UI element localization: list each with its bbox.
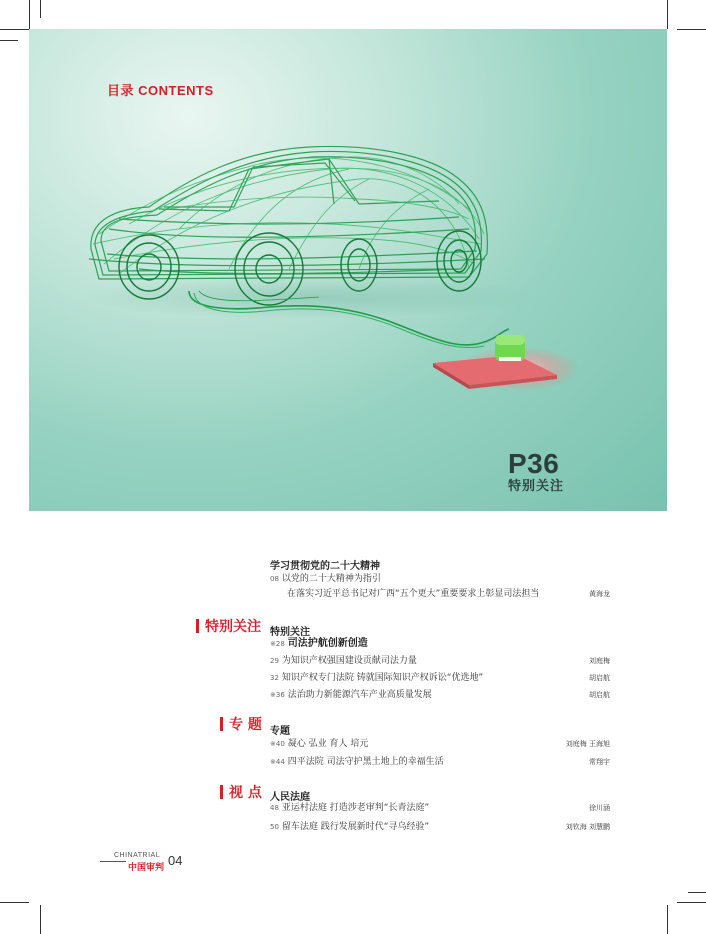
- section-heading: 专题: [270, 726, 290, 737]
- toc-item[interactable]: [270, 587, 610, 601]
- section-heading: 学习贯彻党的二十大精神: [270, 561, 380, 572]
- toc-item-page: 50: [270, 823, 279, 831]
- toc-item[interactable]: [270, 654, 610, 668]
- toc-item-author: 胡启航: [589, 691, 610, 699]
- toc-item-page: ※36: [270, 691, 285, 699]
- toc-item[interactable]: [270, 572, 610, 586]
- toc-item-author: 刘庭梅 王海旭: [565, 740, 610, 748]
- toc-item-title: 知识产权专门法院 铸就国际知识产权诉讼“优选地”: [281, 673, 484, 683]
- footer-rule: [100, 861, 126, 862]
- toc-item[interactable]: [270, 737, 610, 751]
- toc-item-page: 08: [270, 575, 279, 583]
- section-label: [196, 618, 261, 636]
- footer-brand-cn: 中国审判: [128, 863, 165, 873]
- toc-item[interactable]: [270, 801, 610, 815]
- toc-item[interactable]: [270, 637, 610, 651]
- section-label-text: 视 点: [229, 785, 262, 801]
- toc-item-title: 司法护航创新创造: [287, 638, 368, 649]
- footer-brand-en: CHINATRIAL: [114, 852, 161, 859]
- toc-item-title: 凝心 弘业 育人 培元: [287, 739, 369, 749]
- toc-item-author: 常翔宇: [589, 758, 610, 766]
- toc-item-title: 四平法院 司法守护黑土地上的幸福生活: [287, 757, 444, 767]
- cover-feature-label: 特别关注: [508, 479, 565, 494]
- toc-item-author: 徐川涵: [589, 804, 610, 812]
- toc-item-page: ※28: [270, 640, 285, 648]
- toc-item-title: 为知识产权强国建设贡献司法力量: [281, 656, 417, 666]
- toc-item-author: 黄海龙: [589, 590, 610, 598]
- toc-item-title: 亚运村法庭 打造涉老审判“长青法庭”: [281, 803, 430, 813]
- toc-item[interactable]: [270, 755, 610, 769]
- toc-item-title: 以党的二十大精神为指引: [281, 574, 381, 584]
- section-label-text: 特别关注: [205, 619, 261, 635]
- toc-item[interactable]: [270, 671, 610, 685]
- toc-item-page: ※44: [270, 758, 285, 766]
- section-label: [220, 784, 262, 802]
- toc-item-title: 留车法庭 践行发展新时代“寻乌经验”: [281, 822, 430, 832]
- section-bar: [220, 717, 223, 731]
- section-heading: 特别关注: [270, 627, 310, 638]
- toc-item-author: 刘庭梅: [589, 657, 610, 665]
- toc-item-page: 48: [270, 804, 279, 812]
- toc-item-page: ※40: [270, 740, 285, 748]
- toc-item-author: 刘钦海 刘慧鹏: [565, 823, 610, 831]
- section-heading: 人民法庭: [270, 792, 310, 803]
- footer-page-number: 04: [168, 853, 183, 868]
- section-label: [220, 716, 262, 734]
- contents-title: 目录 CONTENTS: [107, 83, 214, 98]
- toc-item-author: 胡启航: [589, 674, 610, 682]
- section-bar: [196, 619, 199, 633]
- toc-item-title: 法治助力新能源汽车产业高质量发展: [287, 690, 432, 700]
- toc-item-page: 32: [270, 674, 279, 682]
- toc-item-page: 29: [270, 657, 279, 665]
- toc-item[interactable]: [270, 688, 610, 702]
- section-bar: [220, 785, 223, 799]
- toc-item-title: 在落实习近平总书记对广西“五个更大”重要要求上彰显司法担当: [287, 589, 540, 599]
- section-label-text: 专 题: [229, 717, 262, 733]
- cover-feature-page: P36: [508, 448, 560, 479]
- toc-item[interactable]: [270, 820, 610, 834]
